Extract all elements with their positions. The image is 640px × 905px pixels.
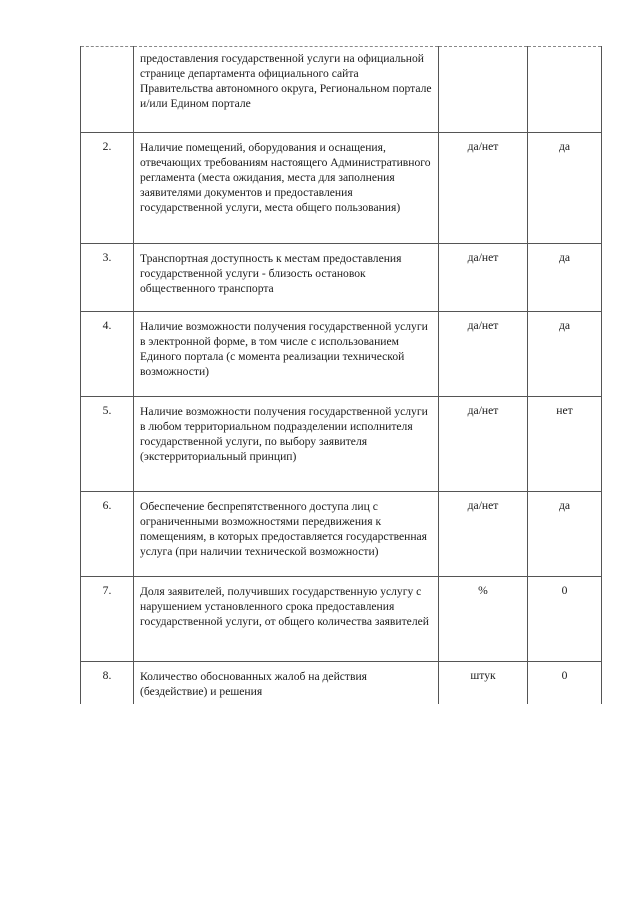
row-number: 5. bbox=[81, 397, 134, 492]
table-row bbox=[81, 133, 602, 244]
indicator-text: Транспортная доступность к местам предоставления государственной услуги - близость остановок общественного транспорта bbox=[134, 244, 439, 312]
quality-indicators-table bbox=[80, 46, 602, 704]
row-number: 3. bbox=[81, 244, 134, 312]
row-number: 8. bbox=[81, 662, 134, 704]
value-cell bbox=[528, 47, 602, 133]
unit-cell: да/нет bbox=[439, 397, 528, 492]
value-cell: да bbox=[528, 312, 602, 397]
row-number: 6. bbox=[81, 492, 134, 577]
indicator-text: Доля заявителей, получивших государственную услугу с нарушением установленного срока предоставления государственной услуги, от общего количества заявителей bbox=[134, 577, 439, 662]
value-cell: 0 bbox=[528, 577, 602, 662]
value-cell: да bbox=[528, 244, 602, 312]
unit-cell: да/нет bbox=[439, 133, 528, 244]
indicator-text: Наличие возможности получения государственной услуги в любом территориальном подразделении исполнителя государственной услуги, по выбору заявителя (экстерриториальный принцип) bbox=[134, 397, 439, 492]
value-cell: да bbox=[528, 133, 602, 244]
row-number: 7. bbox=[81, 577, 134, 662]
table-row bbox=[81, 312, 602, 397]
table-row bbox=[81, 577, 602, 662]
indicator-text: Наличие возможности получения государственной услуги в электронной форме, в том числе с использованием Единого портала (с момента реализации технической возможности) bbox=[134, 312, 439, 397]
indicator-text: Обеспечение беспрепятственного доступа лиц с ограниченными возможностями передвижения к помещениям, в которых предоставляется государственная услуга (при наличии технической возможности) bbox=[134, 492, 439, 577]
unit-cell bbox=[439, 47, 528, 133]
table-row bbox=[81, 662, 602, 704]
unit-cell: да/нет bbox=[439, 244, 528, 312]
unit-cell: да/нет bbox=[439, 492, 528, 577]
indicator-text: Количество обоснованных жалоб на действия (бездействие) и решения bbox=[134, 662, 439, 704]
table-row bbox=[81, 492, 602, 577]
table-row bbox=[81, 47, 602, 133]
indicator-text: Наличие помещений, оборудования и оснащения, отвечающих требованиям настоящего Административного регламента (места ожидания, места для заполнения заявителями документов и предоставления государственной услуги, места общего пользования) bbox=[134, 133, 439, 244]
row-number: 2. bbox=[81, 133, 134, 244]
table-row bbox=[81, 397, 602, 492]
row-number: 4. bbox=[81, 312, 134, 397]
value-cell: 0 bbox=[528, 662, 602, 704]
unit-cell: штук bbox=[439, 662, 528, 704]
value-cell: нет bbox=[528, 397, 602, 492]
table-row bbox=[81, 244, 602, 312]
unit-cell: да/нет bbox=[439, 312, 528, 397]
unit-cell: % bbox=[439, 577, 528, 662]
row-number bbox=[81, 47, 134, 133]
indicator-text: предоставления государственной услуги на официальной странице департамента официального сайта Правительства автономного округа, Региональном портале и/или Едином портале bbox=[134, 47, 439, 133]
value-cell: да bbox=[528, 492, 602, 577]
